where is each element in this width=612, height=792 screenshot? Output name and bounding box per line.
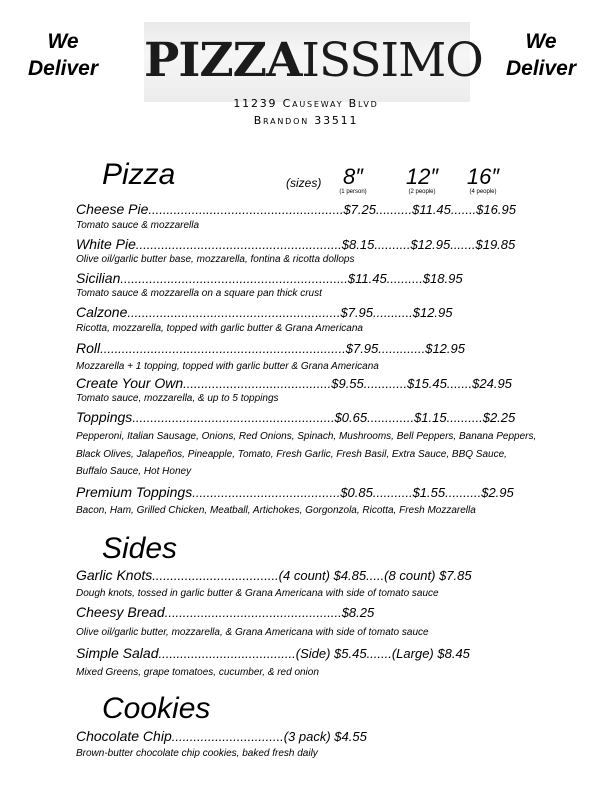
item-dots: ........................................................... xyxy=(127,305,341,320)
size-8-label: 8″ xyxy=(342,164,364,189)
item-dots: .................................................................... xyxy=(100,341,346,356)
size-8-people: (1 person) xyxy=(339,189,367,195)
item-dots: ........................................................ xyxy=(132,410,335,425)
logo-part1: PIZZA xyxy=(144,33,302,88)
item-description: Tomato sauce & mozzarella xyxy=(76,220,200,231)
menu-item-cheesy-bread xyxy=(76,605,374,620)
size-8 xyxy=(328,166,378,196)
logo-part2: ISSIMO xyxy=(301,33,483,88)
item-name: Roll xyxy=(76,340,101,356)
item-dots: ......................................... xyxy=(192,485,341,500)
item-description: Black Olives, Jalapeños, Pineapple, Tomato, Fresh Garlic, Fresh Basil, Extra Sauce, BBQ Sauce, xyxy=(76,449,507,460)
item-name: Garlic Knots xyxy=(76,567,153,583)
menu-item-create-your-own xyxy=(76,376,512,391)
item-prices: (Side) $5.45.......(Large) $8.45 xyxy=(295,646,470,661)
menu-item-toppings xyxy=(76,410,515,425)
logo-text xyxy=(144,22,483,102)
item-prices: (3 pack) $4.55 xyxy=(283,729,367,744)
we-deliver-right-line2: Deliver xyxy=(505,57,577,80)
size-16 xyxy=(458,166,508,196)
item-dots: ................................................. xyxy=(164,605,342,620)
size-12-people: (2 people) xyxy=(408,189,436,195)
size-16-label: 16″ xyxy=(466,164,500,189)
item-prices: $7.25..........$11.45.......$16.95 xyxy=(343,202,516,217)
item-description: Mixed Greens, grape tomatoes, cucumber, & red onion xyxy=(76,667,319,678)
item-dots: ................................... xyxy=(152,568,279,583)
item-dots: ......................................................... xyxy=(135,237,342,252)
item-dots: ...................................... xyxy=(158,646,296,661)
we-deliver-right-line1: We xyxy=(525,30,557,53)
item-dots: ............................................................... xyxy=(120,271,348,286)
item-name: Create Your Own xyxy=(76,375,184,391)
pizzaissimo-logo xyxy=(144,22,483,102)
item-description: Olive oil/garlic butter base, mozzarella, fontina & ricotta dollops xyxy=(76,254,355,265)
menu-item-sicilian xyxy=(76,271,463,286)
item-dots: ...................................................... xyxy=(148,202,344,217)
cookies-heading: Cookies xyxy=(102,692,211,725)
menu-item-calzone xyxy=(76,305,453,320)
address-line2: Brandon 33511 xyxy=(253,114,359,127)
item-prices: (4 count) $4.85.....(8 count) $7.85 xyxy=(278,568,472,583)
item-description: Olive oil/garlic butter, mozzarella, & Grana Americana with side of tomato sauce xyxy=(76,627,429,638)
size-12 xyxy=(397,166,447,196)
item-description: Dough knots, tossed in garlic butter & Grana Americana with side of tomato sauce xyxy=(76,588,439,599)
we-deliver-left xyxy=(18,28,108,82)
we-deliver-left-line2: Deliver xyxy=(27,57,99,80)
item-description: Bacon, Ham, Grilled Chicken, Meatball, Artichokes, Gorgonzola, Ricotta, Fresh Mozzarella xyxy=(76,505,476,516)
item-name: Premium Toppings xyxy=(76,484,193,500)
we-deliver-right xyxy=(496,28,586,82)
menu-item-roll xyxy=(76,341,465,356)
item-prices: $8.15..........$12.95.......$19.85 xyxy=(341,237,516,252)
menu-item-white-pie xyxy=(76,237,515,252)
pizza-heading: Pizza xyxy=(102,158,176,191)
item-description: Mozzarella + 1 topping, topped with garlic butter & Grana Americana xyxy=(76,361,379,372)
item-dots: ......................................... xyxy=(183,376,332,391)
size-16-people: (4 people) xyxy=(469,189,497,195)
item-name: Simple Salad xyxy=(76,645,159,661)
item-prices: $9.55............$15.45.......$24.95 xyxy=(331,376,512,391)
menu-item-cheese-pie xyxy=(76,202,516,217)
item-description: Tomato sauce, mozzarella, & up to 5 toppings xyxy=(76,393,279,404)
item-name: Chocolate Chip xyxy=(76,728,172,744)
item-prices: $8.25 xyxy=(341,605,375,620)
item-description: Tomato sauce & mozzarella on a square pan thick crust xyxy=(76,288,322,299)
menu-item-chocolate-chip xyxy=(76,729,367,744)
item-description: Ricotta, mozzarella, topped with garlic butter & Grana Americana xyxy=(76,323,363,334)
item-description: Brown-butter chocolate chip cookies, baked fresh daily xyxy=(76,748,318,759)
item-description: Pepperoni, Italian Sausage, Onions, Red Onions, Spinach, Mushrooms, Bell Peppers, Banana Peppers, xyxy=(76,431,537,442)
item-prices: $7.95.............$12.95 xyxy=(345,341,465,356)
item-name: Toppings xyxy=(76,409,133,425)
item-name: Calzone xyxy=(76,304,128,320)
size-12-label: 12″ xyxy=(405,164,439,189)
item-prices: $0.85...........$1.55..........$2.95 xyxy=(340,485,514,500)
we-deliver-left-line1: We xyxy=(47,30,79,53)
item-prices: $7.95...........$12.95 xyxy=(340,305,453,320)
sizes-label: (sizes) xyxy=(286,176,322,190)
item-name: White Pie xyxy=(76,236,136,252)
menu-item-simple-salad xyxy=(76,646,470,661)
item-prices: $11.45..........$18.95 xyxy=(347,271,463,286)
item-name: Sicilian xyxy=(76,270,121,286)
item-name: Cheese Pie xyxy=(76,201,149,217)
menu-item-premium-toppings xyxy=(76,485,514,500)
item-prices: $0.65.............$1.15..........$2.25 xyxy=(334,410,516,425)
item-dots: ............................... xyxy=(171,729,284,744)
item-name: Cheesy Bread xyxy=(76,604,165,620)
address-line1: 11239 Causeway Blvd xyxy=(233,97,379,110)
menu-item-garlic-knots xyxy=(76,568,472,583)
item-description: Buffalo Sauce, Hot Honey xyxy=(76,466,192,477)
sides-heading: Sides xyxy=(102,532,178,565)
